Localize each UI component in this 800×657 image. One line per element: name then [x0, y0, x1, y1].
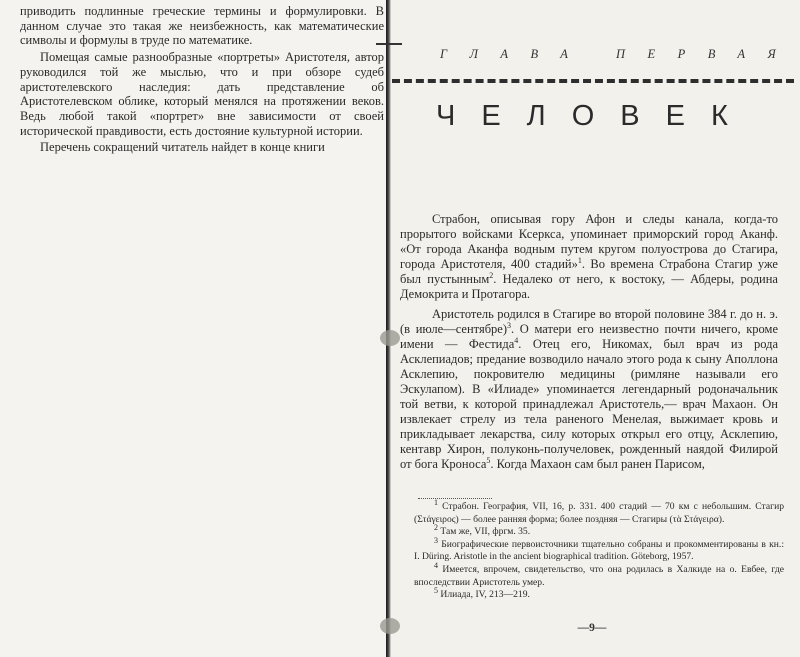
left-paragraph-3: Перечень сокращений читатель найдет в конце книги	[40, 140, 325, 155]
text-run: . Когда Махаон сам был ранен Парисом,	[490, 456, 705, 471]
footnote-separator	[418, 498, 492, 499]
footnote-number: 2	[434, 523, 438, 532]
footnote	[414, 497, 784, 526]
text-run: . Отец его, Никомах, был врач из рода Асклепиадов; предание возводило начало этого рода к сыну Аполлона Асклепию, покровителю медицины (римляне называли его Эскулапом). В «Илиаде» упоминается легендарный родоначальник той ветви, к которой принадлежал Аристотель,— врач Махаон. Он извлекает стрелу из тела раненого Менелая, выжимает кровь и прикладывает лекарства, силу которых открыл его отцу, Асклепию, кентавр Хирон, полуконь-получеловек, рожденный наядой Филирой от бога Кроноса	[400, 337, 778, 471]
left-paragraph-2: Помещая самые разнообразные «портреты» Аристотеля, автор руководился той же мыслью, что и при обзоре судеб аристотелевского наследия: дать представление об Аристотелевском облике, который менялся на протяжении веков. Ведь любой такой «портрет» вне зависимости от своей исторической правдивости, есть достояние культурной истории.	[20, 50, 384, 138]
footnote-text: Имеется, впрочем, свидетельство, что она родилась в Халкиде на о. Евбее, где впоследствии Аристотель умер.	[414, 563, 784, 588]
footnote-ref[interactable]: 1	[577, 255, 582, 265]
left-page-text	[20, 4, 384, 155]
right-page-text	[400, 212, 778, 471]
page-number: —9—	[577, 622, 607, 634]
footnotes	[414, 497, 784, 602]
text-run: Аристотель родился в Стагире во второй половине 384 г. до н. э. (в июле—сентябре)	[400, 307, 778, 337]
footnote	[414, 523, 784, 539]
right-paragraph-1	[400, 212, 778, 301]
footnote-text: Биографические первоисточники тщательно собраны и прокомментированы в кн.: I. Düring. Aristotle in the ancient biographical tradition. Göteborg, 1957.	[414, 538, 784, 563]
text-run: Страбон, описывая гору Афон и следы канала, когда-то прорытого войсками Ксеркса, упоминает приморский город Аканф. «От города Аканфа водным путем кругом полуострова до Стагира, города Аристотеля, 400 стадий»	[400, 212, 778, 271]
left-paragraph-1: приводить подлинные греческие термины и формулировки. В данном случае это такая же неизбежность, как математические символы и формулы в труде по математике.	[20, 4, 384, 48]
footnote-ref[interactable]: 4	[514, 336, 519, 346]
footnote-text: Илиада, IV, 213—219.	[440, 589, 530, 601]
binding-thread-mark	[380, 618, 400, 634]
footnote-ref[interactable]: 2	[489, 270, 494, 280]
footnote	[414, 535, 784, 564]
footnote-number: 4	[434, 560, 438, 570]
chapter-label: ГЛАВА ПЕРВАЯ	[440, 47, 799, 61]
text-run: . Недалеко от него, к востоку, — Абдеры, родина Демокрита и Протагора.	[400, 271, 778, 301]
chapter-title: ЧЕЛОВЕК	[436, 100, 754, 132]
left-page	[0, 0, 388, 657]
text-run: . Во времена Страбона Стагир уже был пустынным	[400, 256, 778, 286]
footnote-text: Страбон. География, VII, 16, р. 331. 400 стадий — 70 км с небольшим. Стагир (Στάγειρος) — более ранняя форма; более поздняя — Стагиры (τὰ Στάγειρα).	[414, 501, 784, 525]
footnote-ref[interactable]: 3	[507, 321, 512, 331]
gutter-rule	[376, 43, 402, 45]
footnote-number: 5	[434, 585, 438, 595]
footnote-text: Там же, VII, фргм. 35.	[440, 526, 531, 538]
footnote-ref[interactable]: 5	[486, 455, 491, 465]
footnote	[414, 560, 784, 589]
book-gutter	[386, 0, 391, 657]
binding-thread-mark	[380, 330, 400, 346]
text-run: . О матери его неизвестно почти ничего, кроме имени — Фестида	[400, 322, 778, 352]
chapter-divider	[392, 79, 794, 83]
footnote-number: 3	[434, 535, 438, 545]
footnote	[414, 585, 784, 602]
footnote-number: 1	[434, 497, 438, 507]
right-paragraph-2	[400, 307, 778, 471]
